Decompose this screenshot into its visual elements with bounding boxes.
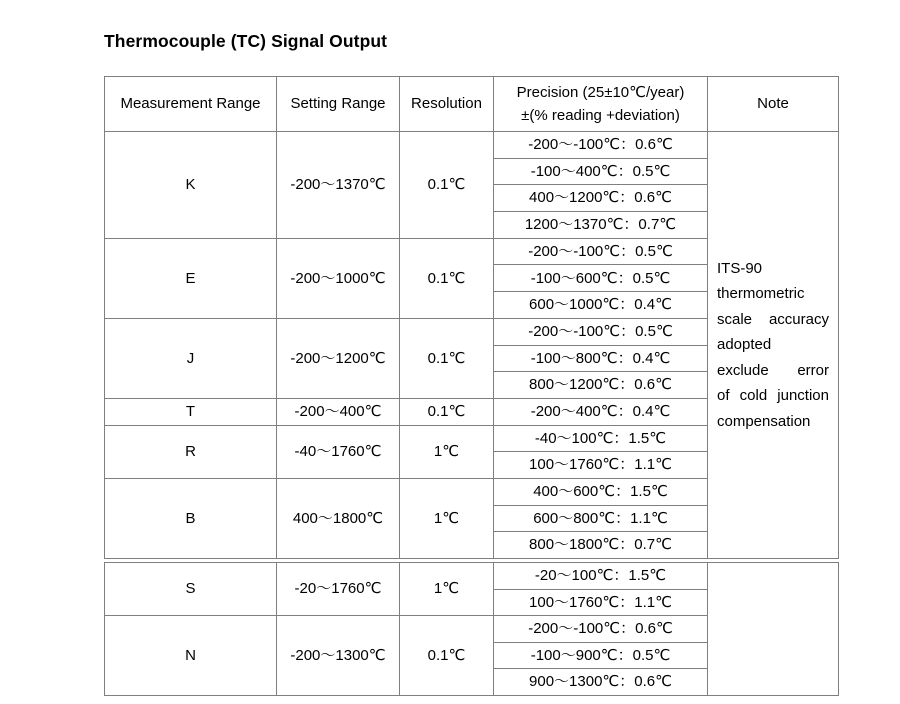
note-line: scale accuracy (717, 310, 829, 328)
table-row (105, 563, 839, 590)
precision-cell-k-4: 1200～1370℃：0.7℃ (494, 212, 708, 239)
col-header-resolution: Resolution (400, 77, 494, 132)
resolution-r: 1℃ (400, 425, 494, 478)
precision-header-line1: Precision (25±10℃/year) (516, 84, 685, 101)
setting-range-s: -20～1760℃ (277, 563, 400, 616)
note-line: exclude error (717, 361, 829, 379)
tc-type-b: B (105, 478, 277, 558)
tc-type-k: K (105, 132, 277, 239)
precision-cell-k-3: 400～1200℃：0.6℃ (494, 185, 708, 212)
setting-range-r: -40～1760℃ (277, 425, 400, 478)
tc-type-r: R (105, 425, 277, 478)
resolution-t: 0.1℃ (400, 398, 494, 425)
precision-cell-j-3: 800～1200℃：0.6℃ (494, 372, 708, 399)
precision-cell-j-2: -100～800℃：0.4℃ (494, 345, 708, 372)
note-text (717, 256, 829, 434)
precision-header-line2: ±(% reading +deviation) (521, 107, 680, 124)
resolution-n: 0.1℃ (400, 616, 494, 696)
precision-cell-s-1: -20～100℃：1.5℃ (494, 563, 708, 590)
resolution-k: 0.1℃ (400, 132, 494, 239)
tc-type-e: E (105, 238, 277, 318)
table-row (105, 132, 839, 159)
precision-cell-n-3: 900～1300℃：0.6℃ (494, 669, 708, 696)
tc-type-n: N (105, 616, 277, 696)
tc-spec-section (104, 76, 839, 696)
col-header-note: Note (708, 77, 839, 132)
tc-table-lower (104, 562, 839, 696)
setting-range-k: -200～1370℃ (277, 132, 400, 239)
note-line: ITS-90 (717, 260, 763, 278)
note-line: thermometric (717, 285, 805, 303)
precision-cell-s-2: 100～1760℃：1.1℃ (494, 589, 708, 616)
resolution-s: 1℃ (400, 563, 494, 616)
precision-cell-e-2: -100～600℃：0.5℃ (494, 265, 708, 292)
col-header-precision (494, 77, 708, 132)
precision-cell-e-1: -200～-100℃：0.5℃ (494, 238, 708, 265)
tc-type-t: T (105, 398, 277, 425)
setting-range-j: -200～1200℃ (277, 318, 400, 398)
precision-cell-k-1: -200～-100℃：0.6℃ (494, 132, 708, 159)
note-cell (708, 132, 839, 559)
resolution-b: 1℃ (400, 478, 494, 558)
note-cell-lower (708, 563, 839, 696)
resolution-j: 0.1℃ (400, 318, 494, 398)
setting-range-n: -200～1300℃ (277, 616, 400, 696)
precision-cell-r-2: 100～1760℃：1.1℃ (494, 452, 708, 479)
setting-range-t: -200～400℃ (277, 398, 400, 425)
precision-cell-e-3: 600～1000℃：0.4℃ (494, 292, 708, 319)
col-header-setting-range: Setting Range (277, 77, 400, 132)
tc-type-j: J (105, 318, 277, 398)
precision-cell-t-1: -200～400℃：0.4℃ (494, 398, 708, 425)
precision-cell-n-1: -200～-100℃：0.6℃ (494, 616, 708, 643)
precision-cell-b-2: 600～800℃：1.1℃ (494, 505, 708, 532)
precision-cell-r-1: -40～100℃：1.5℃ (494, 425, 708, 452)
setting-range-e: -200～1000℃ (277, 238, 400, 318)
col-header-measurement-range: Measurement Range (105, 77, 277, 132)
precision-cell-n-2: -100～900℃：0.5℃ (494, 642, 708, 669)
tc-table-upper (104, 76, 839, 559)
tc-type-s: S (105, 563, 277, 616)
resolution-e: 0.1℃ (400, 238, 494, 318)
note-line: compensation (717, 412, 811, 430)
precision-cell-b-3: 800～1800℃：0.7℃ (494, 532, 708, 559)
precision-cell-j-1: -200～-100℃：0.5℃ (494, 318, 708, 345)
precision-cell-b-1: 400～600℃：1.5℃ (494, 478, 708, 505)
note-line: adopted (717, 336, 772, 354)
header-row (105, 77, 839, 132)
setting-range-b: 400～1800℃ (277, 478, 400, 558)
note-line: of cold junction (717, 387, 829, 405)
precision-cell-k-2: -100～400℃：0.5℃ (494, 158, 708, 185)
page-title: Thermocouple (TC) Signal Output (104, 31, 388, 51)
